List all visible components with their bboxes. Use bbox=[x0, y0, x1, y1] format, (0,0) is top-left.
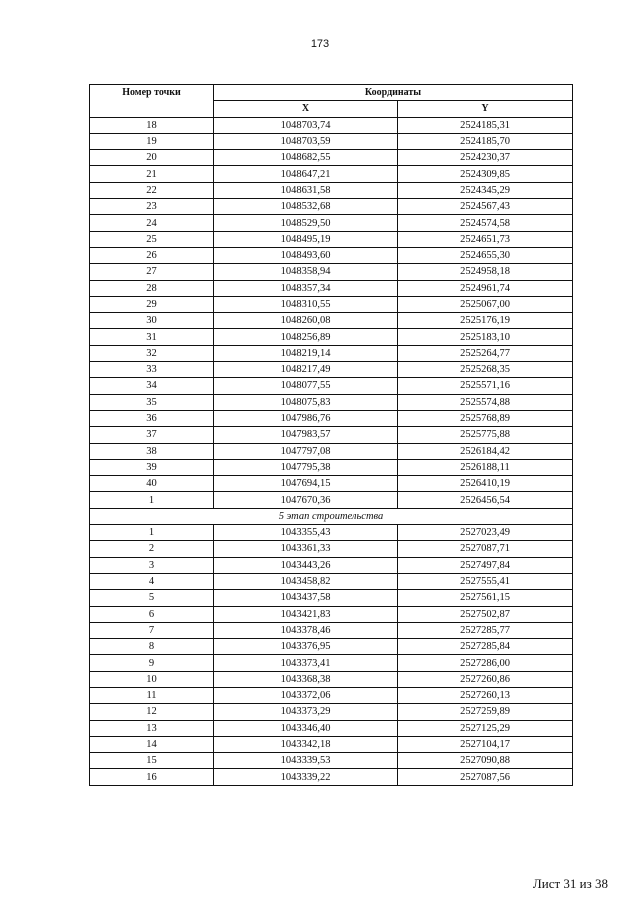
table-row bbox=[90, 313, 573, 329]
point-number-cell: 31 bbox=[90, 329, 214, 345]
table-row bbox=[90, 557, 573, 573]
point-number-cell: 23 bbox=[90, 199, 214, 215]
x-coordinate-cell: 1047986,76 bbox=[214, 410, 398, 426]
x-coordinate-cell: 1048077,55 bbox=[214, 378, 398, 394]
x-coordinate-cell: 1043339,53 bbox=[214, 753, 398, 769]
table-row bbox=[90, 476, 573, 492]
point-number-cell: 39 bbox=[90, 459, 214, 475]
x-coordinate-cell: 1043355,43 bbox=[214, 525, 398, 541]
point-number-cell: 40 bbox=[90, 476, 214, 492]
table-row bbox=[90, 247, 573, 263]
point-number-cell: 6 bbox=[90, 606, 214, 622]
table-row bbox=[90, 133, 573, 149]
y-coordinate-cell: 2527087,56 bbox=[398, 769, 573, 785]
y-coordinate-cell: 2527286,00 bbox=[398, 655, 573, 671]
point-number-cell: 12 bbox=[90, 704, 214, 720]
sheet-footer: Лист 31 из 38 bbox=[532, 876, 608, 891]
x-coordinate-cell: 1047795,38 bbox=[214, 459, 398, 475]
y-coordinate-cell: 2527502,87 bbox=[398, 606, 573, 622]
point-number-cell: 10 bbox=[90, 671, 214, 687]
point-number-cell: 3 bbox=[90, 557, 214, 573]
x-coordinate-cell: 1043437,58 bbox=[214, 590, 398, 606]
y-coordinate-cell: 2525775,88 bbox=[398, 427, 573, 443]
table-row bbox=[90, 769, 573, 785]
y-coordinate-cell: 2525264,77 bbox=[398, 345, 573, 361]
x-coordinate-cell: 1043373,29 bbox=[214, 704, 398, 720]
point-number-cell: 33 bbox=[90, 362, 214, 378]
y-coordinate-cell: 2527260,13 bbox=[398, 687, 573, 703]
point-number-cell: 19 bbox=[90, 133, 214, 149]
table-row bbox=[90, 687, 573, 703]
point-number-cell: 1 bbox=[90, 492, 214, 508]
x-coordinate-cell: 1048682,55 bbox=[214, 150, 398, 166]
table-row bbox=[90, 459, 573, 475]
y-coordinate-cell: 2526456,54 bbox=[398, 492, 573, 508]
x-coordinate-cell: 1043458,82 bbox=[214, 573, 398, 589]
x-coordinate-cell: 1048529,50 bbox=[214, 215, 398, 231]
x-coordinate-cell: 1047797,08 bbox=[214, 443, 398, 459]
point-number-cell: 16 bbox=[90, 769, 214, 785]
table-row bbox=[90, 753, 573, 769]
y-coordinate-cell: 2525571,16 bbox=[398, 378, 573, 394]
y-coordinate-cell: 2525176,19 bbox=[398, 313, 573, 329]
table-row bbox=[90, 573, 573, 589]
point-number-cell: 5 bbox=[90, 590, 214, 606]
table-row bbox=[90, 280, 573, 296]
table-row bbox=[90, 215, 573, 231]
point-number-cell: 9 bbox=[90, 655, 214, 671]
point-number-cell: 26 bbox=[90, 247, 214, 263]
table-row bbox=[90, 590, 573, 606]
y-coordinate-cell: 2527285,84 bbox=[398, 639, 573, 655]
x-coordinate-cell: 1048493,60 bbox=[214, 247, 398, 263]
y-coordinate-cell: 2524651,73 bbox=[398, 231, 573, 247]
coordinates-header: Координаты bbox=[214, 85, 573, 101]
point-number-cell: 20 bbox=[90, 150, 214, 166]
point-number-cell: 15 bbox=[90, 753, 214, 769]
point-number-cell: 4 bbox=[90, 573, 214, 589]
page-number: 173 bbox=[310, 38, 330, 50]
table-row bbox=[90, 410, 573, 426]
point-number-cell: 28 bbox=[90, 280, 214, 296]
y-coordinate-cell: 2527561,15 bbox=[398, 590, 573, 606]
point-number-cell: 11 bbox=[90, 687, 214, 703]
table-row bbox=[90, 264, 573, 280]
x-coordinate-cell: 1048703,74 bbox=[214, 117, 398, 133]
point-number-cell: 32 bbox=[90, 345, 214, 361]
point-number-cell: 24 bbox=[90, 215, 214, 231]
x-coordinate-cell: 1048358,94 bbox=[214, 264, 398, 280]
table-row bbox=[90, 492, 573, 508]
x-coordinate-cell: 1043373,41 bbox=[214, 655, 398, 671]
x-header: X bbox=[214, 101, 398, 117]
y-coordinate-cell: 2524230,37 bbox=[398, 150, 573, 166]
y-coordinate-cell: 2526188,11 bbox=[398, 459, 573, 475]
x-coordinate-cell: 1043421,83 bbox=[214, 606, 398, 622]
x-coordinate-cell: 1048075,83 bbox=[214, 394, 398, 410]
point-number-cell: 36 bbox=[90, 410, 214, 426]
x-coordinate-cell: 1047694,15 bbox=[214, 476, 398, 492]
y-coordinate-cell: 2527259,89 bbox=[398, 704, 573, 720]
point-number-cell: 18 bbox=[90, 117, 214, 133]
point-number-cell: 13 bbox=[90, 720, 214, 736]
coordinates-table bbox=[89, 84, 573, 786]
table-row bbox=[90, 199, 573, 215]
y-coordinate-cell: 2526410,19 bbox=[398, 476, 573, 492]
x-coordinate-cell: 1048260,08 bbox=[214, 313, 398, 329]
stage-row bbox=[90, 508, 573, 524]
table-row bbox=[90, 231, 573, 247]
y-coordinate-cell: 2524185,70 bbox=[398, 133, 573, 149]
point-number-header: Номер точки bbox=[90, 85, 214, 118]
x-coordinate-cell: 1048532,68 bbox=[214, 199, 398, 215]
y-coordinate-cell: 2525268,35 bbox=[398, 362, 573, 378]
table-row bbox=[90, 541, 573, 557]
point-number-cell: 29 bbox=[90, 296, 214, 312]
y-coordinate-cell: 2527260,86 bbox=[398, 671, 573, 687]
y-coordinate-cell: 2527125,29 bbox=[398, 720, 573, 736]
x-coordinate-cell: 1048703,59 bbox=[214, 133, 398, 149]
x-coordinate-cell: 1043443,26 bbox=[214, 557, 398, 573]
table-row bbox=[90, 329, 573, 345]
table-row bbox=[90, 345, 573, 361]
x-coordinate-cell: 1043376,95 bbox=[214, 639, 398, 655]
table-row bbox=[90, 525, 573, 541]
point-number-cell: 21 bbox=[90, 166, 214, 182]
x-coordinate-cell: 1043342,18 bbox=[214, 736, 398, 752]
x-coordinate-cell: 1043372,06 bbox=[214, 687, 398, 703]
point-number-cell: 25 bbox=[90, 231, 214, 247]
y-coordinate-cell: 2524961,74 bbox=[398, 280, 573, 296]
x-coordinate-cell: 1043346,40 bbox=[214, 720, 398, 736]
y-coordinate-cell: 2527023,49 bbox=[398, 525, 573, 541]
y-coordinate-cell: 2524345,29 bbox=[398, 182, 573, 198]
x-coordinate-cell: 1043378,46 bbox=[214, 622, 398, 638]
table-row bbox=[90, 655, 573, 671]
point-number-cell: 38 bbox=[90, 443, 214, 459]
table-row bbox=[90, 622, 573, 638]
y-coordinate-cell: 2524958,18 bbox=[398, 264, 573, 280]
y-coordinate-cell: 2524185,31 bbox=[398, 117, 573, 133]
table-header bbox=[90, 85, 573, 118]
point-number-cell: 7 bbox=[90, 622, 214, 638]
y-coordinate-cell: 2527497,84 bbox=[398, 557, 573, 573]
table-row bbox=[90, 704, 573, 720]
y-coordinate-cell: 2525574,88 bbox=[398, 394, 573, 410]
table-row bbox=[90, 443, 573, 459]
point-number-cell: 14 bbox=[90, 736, 214, 752]
y-coordinate-cell: 2524309,85 bbox=[398, 166, 573, 182]
point-number-cell: 1 bbox=[90, 525, 214, 541]
table-row bbox=[90, 736, 573, 752]
table-row bbox=[90, 606, 573, 622]
y-coordinate-cell: 2527104,17 bbox=[398, 736, 573, 752]
x-coordinate-cell: 1048219,14 bbox=[214, 345, 398, 361]
y-coordinate-cell: 2527555,41 bbox=[398, 573, 573, 589]
table-row bbox=[90, 150, 573, 166]
y-coordinate-cell: 2524567,43 bbox=[398, 199, 573, 215]
x-coordinate-cell: 1048217,49 bbox=[214, 362, 398, 378]
point-number-cell: 30 bbox=[90, 313, 214, 329]
table-row bbox=[90, 166, 573, 182]
point-number-cell: 8 bbox=[90, 639, 214, 655]
point-number-cell: 22 bbox=[90, 182, 214, 198]
x-coordinate-cell: 1047670,36 bbox=[214, 492, 398, 508]
y-header: Y bbox=[398, 101, 573, 117]
table-row bbox=[90, 378, 573, 394]
stage-label: 5 этап строительства bbox=[90, 508, 573, 524]
table-row bbox=[90, 671, 573, 687]
y-coordinate-cell: 2525768,89 bbox=[398, 410, 573, 426]
x-coordinate-cell: 1047983,57 bbox=[214, 427, 398, 443]
table-row bbox=[90, 427, 573, 443]
point-number-cell: 34 bbox=[90, 378, 214, 394]
point-number-cell: 37 bbox=[90, 427, 214, 443]
table-body bbox=[90, 117, 573, 785]
y-coordinate-cell: 2526184,42 bbox=[398, 443, 573, 459]
point-number-cell: 2 bbox=[90, 541, 214, 557]
point-number-cell: 27 bbox=[90, 264, 214, 280]
table-row bbox=[90, 720, 573, 736]
x-coordinate-cell: 1048631,58 bbox=[214, 182, 398, 198]
x-coordinate-cell: 1048357,34 bbox=[214, 280, 398, 296]
y-coordinate-cell: 2527285,77 bbox=[398, 622, 573, 638]
y-coordinate-cell: 2525183,10 bbox=[398, 329, 573, 345]
table-row bbox=[90, 639, 573, 655]
x-coordinate-cell: 1043339,22 bbox=[214, 769, 398, 785]
y-coordinate-cell: 2527087,71 bbox=[398, 541, 573, 557]
x-coordinate-cell: 1043368,38 bbox=[214, 671, 398, 687]
table-row bbox=[90, 296, 573, 312]
x-coordinate-cell: 1048256,89 bbox=[214, 329, 398, 345]
y-coordinate-cell: 2524655,30 bbox=[398, 247, 573, 263]
point-number-cell: 35 bbox=[90, 394, 214, 410]
y-coordinate-cell: 2525067,00 bbox=[398, 296, 573, 312]
y-coordinate-cell: 2527090,88 bbox=[398, 753, 573, 769]
x-coordinate-cell: 1048495,19 bbox=[214, 231, 398, 247]
table-row bbox=[90, 394, 573, 410]
table-row bbox=[90, 182, 573, 198]
x-coordinate-cell: 1048310,55 bbox=[214, 296, 398, 312]
table-row bbox=[90, 117, 573, 133]
x-coordinate-cell: 1048647,21 bbox=[214, 166, 398, 182]
table-row bbox=[90, 362, 573, 378]
y-coordinate-cell: 2524574,58 bbox=[398, 215, 573, 231]
x-coordinate-cell: 1043361,33 bbox=[214, 541, 398, 557]
